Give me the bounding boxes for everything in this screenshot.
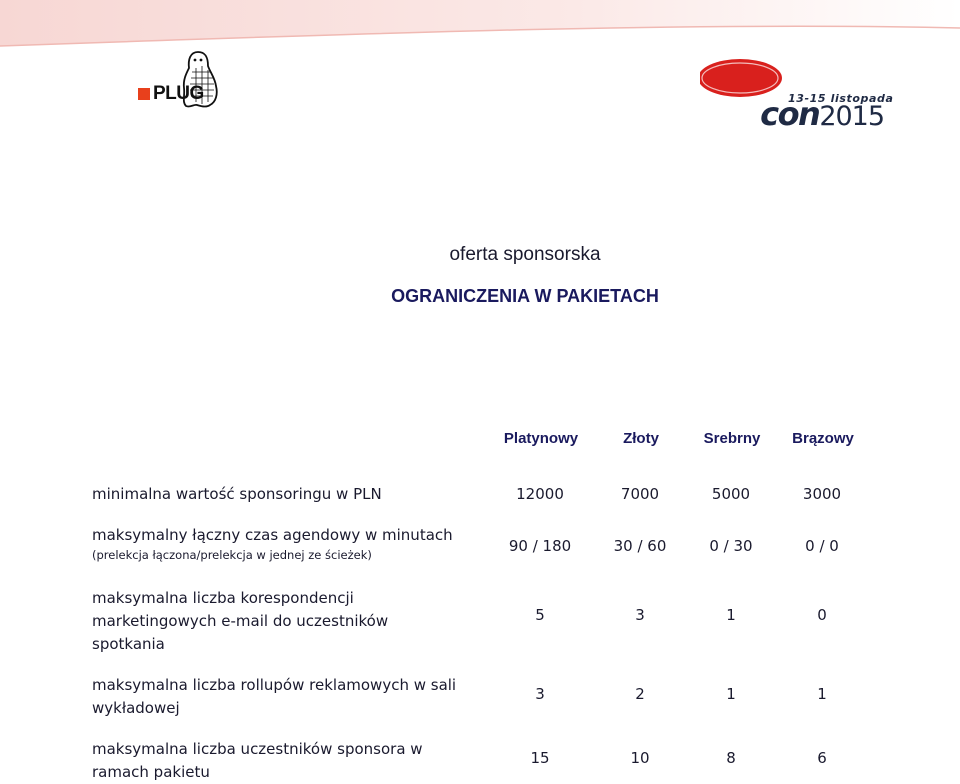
plug-logo [136, 50, 226, 112]
phpcon-logo-date: 13-15 listopada [788, 92, 894, 105]
row-label-line: maksymalna liczba korespondencji [92, 589, 354, 607]
row-label-min-value: minimalna wartość sponsoringu w PLN [92, 485, 382, 503]
plug-logo-square [138, 88, 150, 100]
column-header-platinum: Platynowy [503, 430, 579, 447]
row-label-line: maksymalna liczba rollupów reklamowych w sali [92, 676, 457, 694]
table-cell: 3000 [802, 485, 842, 503]
row-label-line: marketingowych e-mail do uczestników [92, 612, 389, 630]
plug-logo-text: PLUG [153, 83, 204, 104]
row-label-agenda-time-note: (prelekcja łączona/prelekcja w jednej ze ścieżek) [92, 548, 372, 562]
phpcon-logo-year: 2015 [819, 101, 885, 132]
table-cell: 5 [535, 606, 545, 624]
tux-penguin-icon [180, 50, 220, 110]
row-label-rollups [92, 674, 456, 720]
table-cell: 3 [535, 685, 545, 703]
column-header-gold: Złoty [623, 430, 659, 447]
table-cell: 15 [530, 749, 550, 767]
table-cell: 30 / 60 [613, 537, 667, 555]
table-cell: 0 / 30 [709, 537, 753, 555]
column-header-bronze: Brązowy [792, 430, 854, 447]
table-cell: 7000 [620, 485, 660, 503]
row-label-email-marketing [92, 587, 388, 656]
row-label-agenda-time-main: maksymalny łączny czas agendowy w minutach [92, 526, 453, 544]
table-cell: 6 [817, 749, 827, 767]
row-label-participants [92, 738, 423, 784]
row-label-line: ramach pakietu [92, 763, 210, 781]
row-label-line: wykładowej [92, 699, 180, 717]
column-header-silver: Srebrny [703, 430, 761, 447]
table-cell: 2 [635, 685, 645, 703]
table-cell: 90 / 180 [508, 537, 572, 555]
table-cell: 5000 [711, 485, 751, 503]
row-label-agenda-time [92, 524, 453, 563]
row-label-line: spotkania [92, 635, 165, 653]
table-cell: 3 [635, 606, 645, 624]
table-cell: 10 [630, 749, 650, 767]
phpcon-logo-php: php [696, 95, 761, 133]
table-cell: 0 [817, 606, 827, 624]
page-title: OGRANICZENIA W PAKIETACH [391, 286, 659, 306]
table-cell: 8 [726, 749, 736, 767]
table-cell: 12000 [516, 485, 564, 503]
phpcon-logo-con: con [760, 95, 820, 133]
table-cell: 0 / 0 [805, 537, 839, 555]
phpcon-logo [696, 52, 896, 133]
table-cell: 1 [726, 685, 736, 703]
table-cell: 1 [817, 685, 827, 703]
row-label-line: maksymalna liczba uczestników sponsora w [92, 740, 423, 758]
page-subtitle: oferta sponsorska [449, 244, 601, 265]
table-cell: 1 [726, 606, 736, 624]
